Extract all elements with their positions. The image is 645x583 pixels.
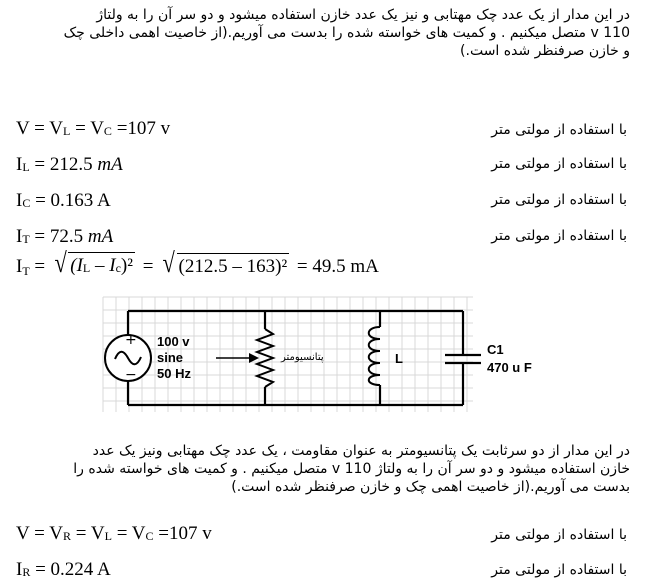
- equation-current-r: $I_R = 0.224$ A: [16, 559, 111, 580]
- equation-current-l: $I_L = 212.5$ mA: [16, 154, 123, 175]
- multimeter-note: با استفاده از مولتی متر: [491, 122, 627, 138]
- capacitor-value-label: 470 u F: [487, 360, 532, 375]
- multimeter-note: با استفاده از مولتی متر: [491, 192, 627, 208]
- source-type-label: sine: [157, 350, 184, 365]
- intro-paragraph: [12, 6, 630, 60]
- section2-line-2: خازن استفاده میشود و دو سر آن را به ولتاژ 110 v متصل میکنیم . و کمیت های خواسته شده را: [73, 461, 630, 477]
- radical-2: √ (212.5 – 163)²: [162, 248, 288, 279]
- total-current-formula: I $_T$ = √ $(I_L - I_c)^2$ = √ (212.5 – 163)² = 49.5 mA: [16, 248, 379, 279]
- svg-text:+: +: [125, 332, 137, 348]
- svg-text:−: −: [125, 367, 137, 383]
- capacitor-name-label: C1: [487, 342, 504, 357]
- ac-source-icon: [105, 332, 151, 383]
- equation-voltage-2: $V = V_R = V_L = V_C =107$ v: [16, 523, 212, 544]
- multimeter-note: با استفاده از مولتی متر: [491, 562, 627, 578]
- circuit-diagram: [103, 297, 532, 412]
- equation-voltage: $V = V_L = V_C =107$ v: [16, 118, 171, 139]
- intro-line-2: 110 v متصل میکنیم . و کمیت های خواسته شده را بدست می آوریم.(از خاصیت اهمی داخلی چک: [63, 25, 630, 41]
- equation-current-c: $I_C = 0.163$ A: [16, 190, 111, 211]
- equation-current-t: $I_T = 72.5$ mA: [16, 226, 114, 247]
- potentiometer-icon: [216, 329, 273, 387]
- section2-line-3: بدست می آوریم.(از خاصیت اهمی چک و خازن صرفنظر شده است.): [231, 479, 630, 495]
- intro-line-3: و خازن صرفنظر شده است.): [460, 43, 630, 59]
- potentiometer-label: پتانسیومتر: [281, 352, 324, 363]
- source-frequency-label: 50 Hz: [157, 366, 191, 381]
- section2-paragraph: [12, 442, 630, 496]
- multimeter-note: با استفاده از مولتی متر: [491, 228, 627, 244]
- section2-line-1: در این مدار از دو سرثابت یک پتانسیومتر به عنوان مقاومت ، یک عدد چک مهتابی ونیز یک عدد: [92, 443, 630, 459]
- source-voltage-label: 100 v: [157, 334, 190, 349]
- radical-1: √ $(I_L - I_c)^2$: [54, 248, 133, 279]
- multimeter-note: با استفاده از مولتی متر: [491, 527, 627, 543]
- multimeter-note: با استفاده از مولتی متر: [491, 156, 627, 172]
- intro-line-1: در این مدار از یک عدد چک مهتابی و نیز یک عدد خازن استفاده میشود و دو سر آن را به ولتاژ: [96, 7, 630, 23]
- inductor-label: L: [395, 351, 403, 366]
